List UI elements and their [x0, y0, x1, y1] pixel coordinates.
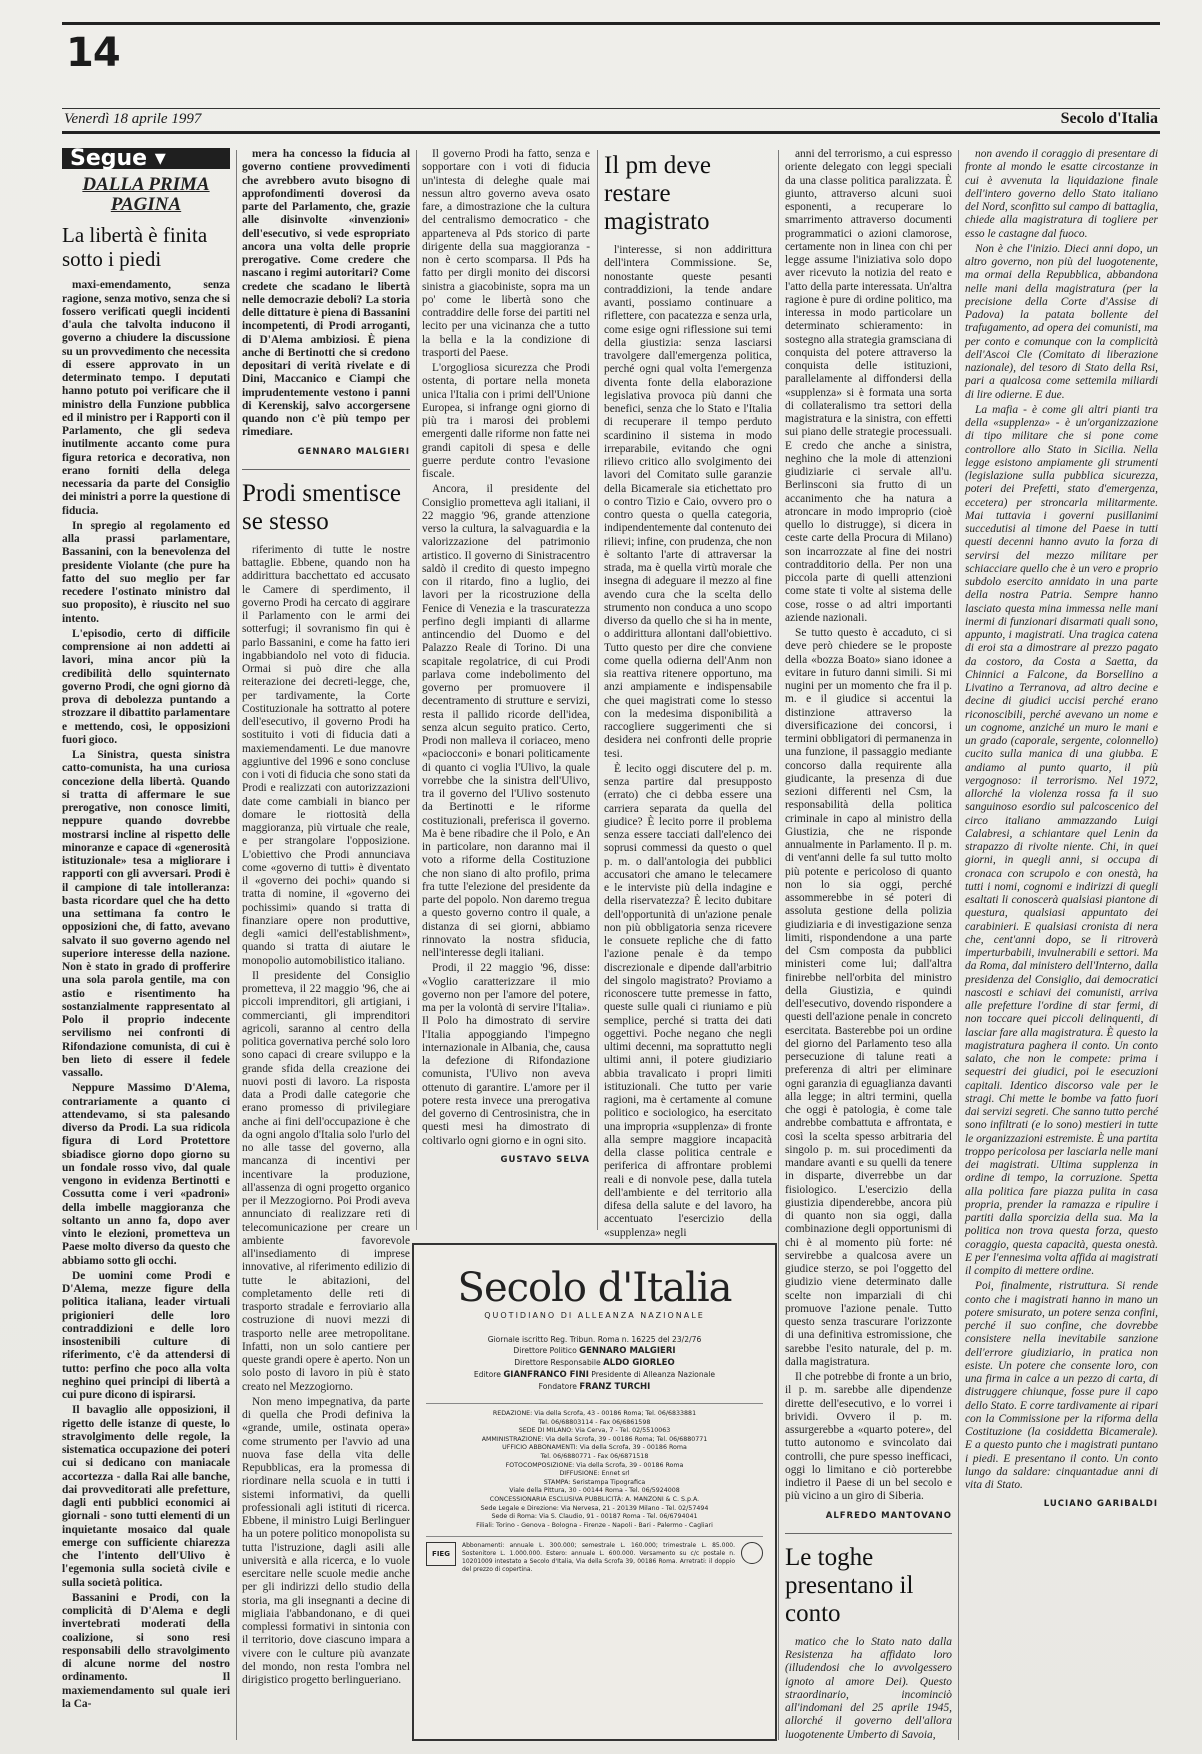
segue-banner: [62, 148, 230, 169]
masthead-detail-line: CONCESSIONARIA ESCLUSIVA PUBBLICITÀ: A. MANZONI & C. S.p.A.: [489, 1495, 700, 1503]
masthead-detail-line: DIFFUSIONE: Ennet srl: [559, 1470, 630, 1478]
paragraph: L'orgogliosa sicurezza che Prodi ostenta, di portare nella moneta unica l'Italia con i primi dell'Unione Europea, si infrange ogni giorno di più tra i marosi dei problemi emergenti dalle riforme non fatte nei grandi capitoli di spesa e delle guerre perdute contro l'evasione fiscale.: [422, 362, 590, 480]
column-1: [62, 148, 230, 1738]
fine-print-text: Abbonamenti: annuale L. 300.000; semestrale L. 160.000; trimestrale L. 85.000. Sostenitore L. 1.000.000. Estero: annuale L. 600.000. Versamento su c/c postale n. 10201009 intestato a Secolo d'Italia, Via della Scrofa 39, 00186 Roma. Arretrati: il doppio del prezzo di copertina.: [462, 1542, 735, 1574]
masthead-small: Secolo d'Italia: [1060, 110, 1158, 127]
paragraph: anni del terrorismo, a cui espresso oriente delegato con leggi speciali da una classe politica paralizzata. È giunto, attraverso alcuni suoi esponenti, a recuperare lo smarrimento attraverso documenti programmatici o azioni clamorose, certamente non in linea con chi per legge assume l'iniziativa solo dopo aver ricevuto la notizia del reato e l'atto della parte interessata. Un'altra ragione è pure di ordine politico, ma interessa in modo particolare un determinato schieramento: in sostegno alla strategia gramsciana di conquista del potere attraverso la conquista delle istituzioni, parallelamente al diffondersi della «supplenza» si è formata una sorta di collateralismo tra settori della magistratura e la sinistra, con effetti sui piano delle strategie processuali. E credo che anche a sinistra, neghino che la mole di attenzioni giudiziarie ci servale all'u. Berlinsconi sia frutto di un accanimento che ha natura a atroncare in modo improprio (cioè quello lo distrugge), si dicera in ceste carte della Procura di Milano) son incarrozzate al fine dei nostri contradditorio della. Per non una piccola parte di quelli attenzioni come state ti volte al sistema delle cose, rosse o ad altri importanti aziende nazionali.: [785, 148, 953, 624]
paragraph: non avendo il coraggio di presentare di fronte al mondo le esatte circostanze in cui è avvenuta la liquidazione finale dell'intero governo dello Stato italiano del Nord, sconfitto sul campo di battaglia, chiede alla magistratura di togliere per esso le castagne dal fuoco.: [965, 148, 1158, 240]
article2-body: [242, 544, 410, 1688]
masthead-detail-line: FOTOCOMPOSIZIONE: Via della Scrofa, 39 - 00186 Roma: [505, 1461, 684, 1469]
masthead-details: [426, 1403, 763, 1530]
paragraph: riferimento di tutte le nostre battaglie. Ebbene, quando non ha addirittura bacchettato ed accusato le Camere di sperdimento, il governo Prodi ha cercato di aggirare il Parlamento con le armi dei sotterfugi; il sovranismo fin qui è parlo Bassanini, e come ha fatto ieri ingabbiandolo nel voto di fiducia. Ormai si può dire che alla reiterazione dei decreti-legge, che, per tardivamente, la Corte Costituzionale ha sottratto al potere dell'esecutivo, il governo Prodi ha sostituito i voti di fiducia dati a maxiemendamenti. Le due manovre aggiuntive del 1996 e sono concluse con i voti di fiducia che sono stati da Prodi e realizzati con autorizzazioni date come cambiali in bianco per domare le riottosità della maggioranza, più virtuale che reale, e per strangolare l'opposizione. L'obiettivo che Prodi annunciava come «governo di tutti» è diventato il «governo dei pochi» quando si tratta di nomine, il «governo dei pochissimi» quando si tratta di finanziare opere non produttive, degli «amici dell'establishment», quando si tratta di aiutare le monopolio automobilistico italiano.: [242, 543, 410, 967]
editor-line: Direttore Responsabile ALDO GIORLEO: [514, 1358, 675, 1368]
article4-title: Il pm deve restare magistrato: [604, 152, 711, 235]
paragraph: l'interesse, si non addirittura dell'intera Commissione. Se, nonostante queste pesanti contraddizioni, la tende andare avanti, possiamo continuare a riflettere, con pacatezza e senza urla, come esige ogni riflessione sui temi della giustizia: senza lasciarsi travolgere dall'emergenza politica, perché ogni qual volta l'emergenza diventa fonte della elaborazione legislativa provoca più danni che benefici, senza che lo Stato e l'Italia di recuperare il tempo perduto scardinino il sistema in modo irreparabile, evitando che ogni rilievo critico allo svolgimento dei lavori del Comitato sulle garanzie della Bicamerale sia etichettato pro o contro Tizio e Caio, ovvero pro o contro questa o quella categoria, indipendentemente dal contenuto dei rilievi; infine, con prudenza, che non è soltanto l'arte di attraversar la strada, ma è quella virtù morale che insegna di adeguare il mezzo al fine avendo cura che la scelta dello strumento non conduca a uno scopo diverso da quello che si ha in mente, o addirittura allontani dall'obiettivo. Tutto questo per dire che conviene come quella odierna dell'Anm non sia reattiva ritenere opportuno, ma anzi ampiamente e indispensabile che quei magistrati come lo stesso con la medesima disponibilità a raccogliere suggerimenti che si desidera nei confronti delle proprie tesi.: [604, 244, 772, 760]
paragraph: È lecito oggi discutere del p. m. senza partire dal presupposto (errato) che ci debba essere una carriera separata da quella del giudice? È lecito porre il problema senza essere tacciati dall'elenco dei soprusi commessi da questo o quel p. m. o dall'antologia dei pubblici accusatori che amano le telecamere e le interviste più della indagine e della riservatezza? È lecito dubitare dell'opportunità di un'azione penale non più obbligatoria senza ricevere le consuete repliche che di fatto l'azione penale è da tempo discrezionale e dipende dall'arbitrio del singolo magistrato? Proviamo a riconoscere tutte premesse in fatto, queste sulle quali ci riuniamo e più semplice, perché si tratta dei dati oggettivi. Poche negano che negli ultimi decenni, ma soprattutto negli ultimi anni, il potere giudiziario abbia travalicato i propri limiti istituzionali. Che tutto per varie ragioni, ma è certamente al comune politico e sociologico, ha esercitato una impropria «supplenza» di fronte alla sempre maggiore incapacità della classe politica centrale e periferica di affrontare problemi reali e di nonvole pese, dalla tutela dell'ambiente e del territorio alla difesa della salute e del lavoro, ha accentuato l'esercizio della «supplenza» negli: [604, 762, 772, 1239]
masthead-detail-line: Sede di Roma: Via S. Claudio, 91 - 00187 Roma - Tel. 06/6794041: [491, 1513, 698, 1521]
column-divider: [778, 150, 779, 1740]
segue-subtitle: DALLA PRIMA PAGINA: [82, 174, 210, 216]
article4-body: [604, 244, 772, 1240]
masthead-detail-line: UFFICIO ABBONAMENTI: Via della Scrofa, 39 - 00186 Roma: [502, 1444, 687, 1452]
article3-byline: GUSTAVO SELVA: [500, 1154, 590, 1165]
column-divider: [597, 150, 598, 1230]
founder-name: FRANZ TURCHI: [579, 1382, 651, 1392]
article7-body: [785, 1636, 952, 1742]
masthead-box: [412, 1243, 777, 1741]
editor-name: ALDO GIORLEO: [603, 1358, 675, 1368]
article6-byline: LUCIANO GARIBALDI: [1043, 1499, 1158, 1510]
publisher-line: Editore GIANFRANCO FINI Presidente di Alleanza Nazionale: [473, 1370, 716, 1380]
article3-body: [422, 148, 590, 1148]
masthead-detail-line: Sede Legale e Direzione: Via Nervesa, 21 - 20139 Milano - Tel. 02/57494: [480, 1504, 709, 1512]
publisher-name: GIANFRANCO FINI: [503, 1370, 589, 1380]
paragraph: Il bavaglio alle opposizioni, il rigetto delle istanze di queste, lo stravolgimento delle regole, la sistematica occupazione dei poteri cui si dedicano con maniacale accortezza - dalla Rai alle banche, dai provveditorati alle prefetture, dagli enti pubblici economici ai giornali - sono tutti elementi di un inquietante mosaico dal quale emerge con sufficiente chiarezza che l'intento dell'Ulivo è l'egemonia sulla società civile e sulla società politica.: [62, 1404, 230, 1589]
paragraph: Se tutto questo è accaduto, ci si deve però chiedere se le proposte della «bozza Boato» siano idonee a evitare in futuro danni simili. Si mi nugini per un momento che fra il p. m. e il giudice si accentui la distinzione attraverso la diversificazione dei concorsi, i termini obbligatori di permanenza in una funzione, il passaggio mediante concorso dalla requirente alla giudicante, la presenza di due sezioni differenti nel Csm, la responsabilità della politica criminale in capo al ministro della Giustizia, che ne risponde annualmente in Parlamento. Il p. m. di vent'anni delle fa sul tutto molto più potente e pericoloso di quanto non lo sia oggi, perché assommerebbe in sé poteri di assoluta gestione della polizia giudiziaria e di investigazione senza limiti, rispondendone a una parte del Csm composta da pubblici ministeri come lui; dall'altra finirebbe nell'orbita del ministro della Giustizia, e quindi dell'esecutivo, dovendo rispondere a questi dell'azione penale in concreto esercitata. Basterebbe poi un ordine del giorno del Parlamento teso alla persecuzione di talune reati a preferenza di altri per eliminare ogni garanzia di eguaglianza davanti alla legge; in altri termini, quella che oggi è patologia, è come tale andrebbe combattuta e affrontata, e così la scelta spesso arbitraria del singolo p. m. sui procedimenti da mandare avanti e su quelli da tenere in disparte, diverrebbe un dar fisiologico. L'esercizio della giustizia dipenderebbe, ancora più di quanto non sia oggi, dalla combinazione degli opportunismi di chi è al momento più forte: né servirebbe a qualcosa avere un giudice sterzo, se poi l'oggetto del giudizio viene determinato dalle scelte non imparziali di chi promuove l'azione penale. Tutto questo senza trascurare l'orizzonte di una definitiva estromissione, che sarebbe l'esito naturale, del p. m. dalla magistratura.: [785, 627, 953, 1368]
article1-body: [62, 279, 230, 1711]
issue-date: Venerdì 18 aprile 1997: [64, 111, 202, 127]
paragraph: matico che lo Stato nato dalla Resistenza ha affidato loro (illudendosi che lo avvolgessero ignoto al amore Dei). Questo straordinario, incominciò all'indomani del 25 aprile 1945, allorché il governo dell'allora luogotenente Umberto di Savoia,: [785, 1635, 952, 1741]
director-name: GENNARO MALGIERI: [579, 1346, 676, 1356]
paragraph: Il governo Prodi ha fatto, senza e sopportare con i voti di fiducia un'intesta di deleghe quale mai nessun altro governo aveva osato fare, a dimostrazione che la cultura del centralismo democratico - che apparteneva al Pds storico di parte dirigente della sua maggioranza - non è certo scomparsa. Il Pds ha fatto per dirgli monito dei discorsi sinistra a giacobiniste, sopra ma un po' come le libertà sono che contraddire delle forse dei partiti nel lecito per una vicinanza che a tutto la bella e la la condizione di trasporti del Paese.: [422, 148, 590, 359]
masthead-detail-line: REDAZIONE: Via della Scrofa, 43 - 00186 Roma; Tel. 06/6833881: [492, 1410, 697, 1417]
paragraph: Il che potrebbe di fronte a un brio, il p. m. sarebbe alle dipendenze dirette dell'esecutivo, e lo vorrei i brividi. Ovvero il p. m. assurgerebbe a «quarto potere», del tutto autonomo e svincolato dai controlli, che pure spesso inefficaci, oggi lo limitano e ciò porterebbe indietro il Paese di un bel secolo e più vicino a un giro di Siberia.: [785, 1371, 952, 1503]
triangle-down-icon: ▾: [154, 146, 166, 171]
column-divider: [958, 150, 959, 1740]
segue-label: Segue: [70, 146, 148, 171]
paragraph: Il presidente del Consiglio prometteva, il 22 maggio '96, che ai piccoli imprenditori, gli artigiani, i commercianti, gli imprenditori agricoli, saranno al centro della politica governativa perché solo loro sono capaci di creare sviluppo e la grande sfida della creazione dei nuovi posti di lavoro. La risposta data a Prodi dalle categorie che erano promesso di privilegiare anche ai fini dell'occupazione è che da ogni angolo d'Italia solo l'urlo del no alle tasse del governo, alla mancanza di incentivi per incentivare la produzione, all'assenza di ogni progetto organico per il Mezzogiorno. Poi Prodi aveva annunciato di realizzare reti di telecomunicazione per creare un ambiente favorevole all'insediamento di imprese innovative, al riferimento edilizio di tutte le abitazioni, del completamento delle reti di trasporto stradale e ferroviario alla costruzione di nuovi mezzi di trasporto nelle aree metropolitane. Infatti, non un solo cantiere per queste grandi opere è aperto. Non un solo posto di lavoro in più è stato creato nel Mezzogiorno.: [242, 969, 410, 1393]
paragraph: maxi-emendamento, senza ragione, senza motivo, senza che si fossero verificati quegli incidenti d'aula che talvolta inducono il governo a chiudere la discussione su un provvedimento che necessita di essere approvato in un determinato tempo. I deputati hanno potuto poi verificare che il ministro della Funzione pubblica ed il ministro per i Rapporti con il Parlamento, che gli sedeva inutilmente accanto come pura figura retorica e decorativa, non erano forniti della delega necessaria da parte del Consiglio dei ministri a porre la questione di fiducia.: [62, 279, 230, 517]
masthead-detail-line: AMMINISTRAZIONE: Via della Scrofa, 39 - 00186 Roma; Tel. 06/6880771: [481, 1435, 708, 1443]
column-4: [604, 148, 772, 1239]
masthead-detail-line: Tel. 06/6880771 - Fax 06/6871518: [540, 1452, 649, 1460]
masthead-detail-line: Filiali: Torino - Genova - Bologna - Firenze - Napoli - Bari - Palermo - Cagliari: [476, 1521, 713, 1529]
divider: [242, 469, 410, 470]
registration: Giornale iscritto Reg. Tribun. Roma n. 16225 del 23/2/76: [487, 1335, 702, 1344]
article1-byline: GENNARO MALGIERI: [297, 446, 410, 457]
column-2: [242, 148, 410, 1738]
paragraph: Non è che l'inizio. Dieci anni dopo, un altro governo, non più del luogotenente, ma ormai della Repubblica, abbandona nelle mani della magistratura (per la precisione della Corte d'Assise di Padova) la patata bollente del trafugamento, ad opera dei comunisti, ma per conto e comunque con la complicità dell'Ascoi Cle (Comitato di liberazione nazionale), del tesoro di Stato della Rsi, pari a qualcosa come settemila miliardi di lire odierne. E due.: [965, 242, 1158, 401]
masthead-detail-line: Tel. 06/68803114 - Fax 06/6861598: [538, 1418, 651, 1426]
column-3: [422, 148, 590, 1223]
article5-body: [785, 148, 952, 1504]
article2-title: Prodi smentisce se stesso: [242, 479, 402, 535]
paragraph: Prodi, il 22 maggio '96, disse: «Voglio caratterizzare il mio governo non per l'amore del potere, ma per la volontà di servire l'Italia». Il Polo ha dimostrato di servire l'Italia appoggiando l'impegno internazionale in Albania, che, causa la defezione di Rifondazione comunista, l'Ulivo non aveva ottenuto di garantire. L'amore per il potere resta invece una prerogativa del governo di Centrosinistra, che in questi mesi ha dimostrato di coltivarlo ogni giorno e in ogni sito.: [422, 962, 590, 1147]
paragraph: Non meno impegnativa, da parte di quella che Prodi definiva la «grande, umile, ostinata opera» come strumento per l'avvio ad una nuova fase della vita delle Repubblicas, era la promessa di riordinare nella scuola e in tutti i sistemi informativi, da quelli professionali agli istituti di ricerca. Ebbene, il ministro Luigi Berlinguer ha un potere politico monopolista su tutta l'istruzione, dagli asili alle università e alla ricerca, e lo vuole esercitare nelle scuole medie anche per gli indirizzi dello studio della storia, ma gli insegnanti a decine di migliaia l'abbandonano, e di quei complessi formativi in sintonia con il territorio, dove ciascuno impara a vivere con le culture più avanzate del mondo, non resta l'ombra nel dirigistico progetto berlingueriano.: [242, 1395, 410, 1686]
paragraph: Bassanini e Prodi, con la complicità di D'Alema e degli invertebrati moderati della coalizione, si sono resi responsabili dello stravolgimento di alcune norme del nostro ordinamento. Il maxiemendamento sul quale ieri la Ca-: [62, 1591, 230, 1710]
masthead-logo: Secolo d'Italia: [457, 1265, 732, 1311]
column-divider: [236, 150, 237, 1740]
paragraph: L'episodio, certo di difficile comprensione ai non addetti ai lavori, mina ancor più la credibilità dello squinternato governo Prodi, che ogni giorno dà prova di debolezza puntando a strozzare il dibattito parlamentare e mettendo, così, le opposizioni fuori gioco.: [62, 627, 230, 746]
paragraph: mera ha concesso la fiducia al governo contiene provvedimenti che avrebbero avuto bisogno di approfondimenti doverosi da parte del Parlamento, che, grazie alle disinvolte «invenzioni» dell'esecutivo, si vede espropriato ancora una volta delle proprie prerogative. Come credere che nascano i regimi autoritari? Come credete che scadano le libertà nelle democrazie deboli? La storia delle dittature è piena di Bassanini incompetenti, di Prodi arroganti, di D'Alema ambiziosi. È piena anche di Bertinotti che si credono depositari di verità rivelate e di Dini, Maccanico e Ciampi che imprudentemente vestono i panni di Kerenskij, salvo accorgersene quando non c'è più tempo per rimediare.: [242, 148, 410, 439]
paragraph: In spregio al regolamento ed alla prassi parlamentare, Bassanini, con la benevolenza del presidente Violante (che pure ha fatto del suo meglio per far recedere l'ostinato ministro dal suo proposito), è riuscito nel suo intento.: [62, 519, 230, 625]
article7-title: Le toghe presentano il conto: [785, 1543, 914, 1627]
masthead-detail-line: STAMPA: Seristampa Tipografica: [543, 1478, 646, 1486]
paragraph: Poi, finalmente, ristruttura. Si rende conto che i magistrati hanno in mano un potere smisurato, un potere senza confini, perché il suo confine, che dovrebbe consistere nella inevitabile sanzione dell'errore giudiziario, in pratica non esiste. Un potere che consente loro, con una firma in calce a un pezzo di carta, di distruggere chiunque, fosse pure il capo dello Stato. E corre tardivamente ai ripari con la Commissione per la riforma della Costituzione (la cosiddetta Bicamerale). E a questo punto che i magistrati puntano i piedi. E presentano il conto. Un conto lungo da saldare: cinquantadue anni di vita di Stato.: [965, 1280, 1158, 1491]
article1-continuation: [242, 148, 410, 440]
fieg-logo: FIEG: [426, 1542, 456, 1566]
article6-body: [965, 148, 1158, 1492]
paragraph: Ancora, il presidente del Consiglio prometteva agli italiani, il 22 maggio '96, grande attenzione verso la cultura, la salvaguardia e la valorizzazione del patrimonio artistico. Il governo di Sinistracentro saldò il credito di questo impegno con il ritardo, fino a luglio, dei lavori per la ricostruzione della Fenice di Venezia e la trascuratezza perfino degli impianti di allarme antincendio del Duomo e del Palazzo Reale di Torino. Di una scapitale regolatrice, di cui Prodi parlava come indebolimento del governo per promuovere il decentramento di strutture e servizi, resta il pallido ricorde dell'idea, senza alcun seguito pratico. Certo, Prodi non malleva il coriaceo, meno «paciocconi» e bonari politicamente di quanto ci voglia l'Ulivo, la quale vorrebbe che la sinistra dell'Ulivo, tra il governo del l'Ulivo sostenuto da Bertinotti e le riforme costituzionali, preferisca il governo. Ma è bene ribadire che il Polo, e An in particolare, non daranno mai il voto a riforme della Costituzione che non siano di alto profilo, prima fra tutte l'elezione del presidente da parte del popolo. Non daremo tregua a questo governo contro il quale, a distanza di sei giorni, abbiamo rinnovato la nostra sfiducia, nell'interesse degli italiani.: [422, 483, 590, 959]
paragraph: De uomini come Prodi e D'Alema, mezze figure della politica italiana, leader virtuali prigionieri delle loro contraddizioni e delle loro insostenibili culture di riferimento, c'è da attendersi di tutto: perfino che poco alla volta neghino quei principi di libertà a cui pure dicono di ispirarsi.: [62, 1269, 230, 1401]
column-5: [785, 148, 953, 1741]
paragraph: Neppure Massimo D'Alema, contrariamente a quanto ci attendevamo, si sta palesando diverso da Prodi. La sua ridicola figura di Lord Protettore sbiadisce giorno dopo giorno su un fondale rosso vivo, dal quale vengono in evidenza Bertinotti e Cossutta come i veri «padroni» della imbelle maggioranza che soltanto un anno fa, dopo aver vinto le elezioni, prometteva un Paese molto diverso da questo che abbiamo sotto gli occhi.: [62, 1082, 230, 1267]
masthead-subtitle: QUOTIDIANO DI ALLEANZA NAZIONALE: [484, 1311, 705, 1320]
article1-title: La libertà è finita sotto i piedi: [62, 223, 208, 272]
seal-icon: [741, 1542, 763, 1564]
paragraph: La mafia - è come gli altri pianti tra della «supplenza» - è un'organizzazione di tipo militare che si pone come controllore allo Stato in Sicilia. Nella legge esistono ampiamente gli strumenti (legislazione sulla pubblica sicurezza, poteri dei Prefetti, stato d'emergenza, eccetera) per stroncarla militarmente. Mai tuttavia i governi pusillanimi succedutisi al timone del Paese in tutti questi decenni hanno avuto la forza di servirsi del mezzo militare per schiacciare quello che è un vero e proprio subdolo esercito annidato in una parte della nostra Patria. Sempre hanno lasciato questa mina immessa nelle mani inermi di funzionari disarmati quali sono, appunto, i magistrati. Una tragica catena di eroi sta a dimostrare al prezzo pagato da costoro, da Costa a Saetta, da Chinnici a Falcone, da Borsellino a Livatino a Terranova, ad altro decine e decine di giudici uccisi perché erano riconoscibili, perché avevano un nome e un cognome, anziché un muro le mani e un grado (caporale, sergente, colonnello) cucito sulla manica di una giubba. E andiamo al punto quarto, il più vergognoso: il terrorismo. Nel 1972, allorché la violenza rossa fa il suo sanguinoso esordio sul palcoscenico del circo italiano ammazzando Luigi Calabresi, a schiantare quel Lenin da strapazzo di rivolte niente. Chi, in quei giorni, in quegli anni, si occupa di cronaca con scrupolo e con onestà, ha tutti i nomi, cognomi e indirizzi di quegli esaltati li conoscerà qualsiasi piantone di questura, qualsiasi appuntato dei carabinieri. E qualsiasi cronista di nera che, cent'anni dopo, se li ritroverà imperturbabili, invulnerabili e settori. Ma da Roma, dal ministero dell'Interno, dalla presidenza del Consiglio, dai democratici nascosti e schiavi dei comunisti, arriva alle prefetture l'ordine di star fermi, di non toccare quei piccoli delinquenti, di lasciar fare alla magistratura. È questo la magistratura paghera il conto. Un conto salato, che non le compete: prima i sequestri dei giudici, poi le esecuzioni capitali. Identico discorso vale per le stragi. Chi mette le bombe va fatto fuori dai servizi segreti. Che sanno tutto perché sono infiltrati (e lo sono) mestieri in tutte le organizzazioni estremiste. È una partita troppo pericolosa per lasciarla nelle mani dei magistrati. Ultima supplenza in ordine di tempo, la corruzione. Spetta alla politica fare piazza pulita in casa propria, prender la ramazza e ripulire i partiti dalla sporcizia della sua. Ma la politica non trova questa forza, questo coraggio, questa capacità, questa onestà. E per l'ennesima volta affida ai magistrati il compito di mettere ordine.: [965, 403, 1158, 1277]
column-6: [965, 148, 1158, 1738]
date-bar: [62, 108, 1160, 134]
fine-print: [426, 1536, 763, 1574]
director-line: Direttore Politico GENNARO MALGIERI: [513, 1346, 676, 1356]
page-number: 14: [66, 30, 120, 76]
paragraph: La Sinistra, questa sinistra catto-comunista, ha una curiosa concezione della libertà. Quando si tratta di affermare le sue prerogative, non conosce limiti, neppure quando dovrebbe mostrarsi incline al rispetto delle minoranze e capace di «generosità istituzionale» tesa a migliorare i rapporti con gli avversari. Prodi è il campione di tale intolleranza: basta ricordare quel che ha detto una settimana fa contro le opposizioni che, di fatto, avevano salvato il suo governo agendo nel superiore interesse della nazione. Non è stato in grado di profferire una sola parola gentile, ma con astio e risentimento ha sostanzialmente rappresentato al Polo il proprio indecente servilismo nei confronti di Rifondazione comunista, di cui è ben lieto di essere il fedele vassallo.: [62, 749, 230, 1079]
founder-line: Fondatore FRANZ TURCHI: [538, 1382, 651, 1392]
masthead-detail-line: Viale della Pittura, 30 - 00144 Roma - Tel. 06/5924008: [509, 1487, 680, 1495]
column-divider: [416, 150, 417, 1230]
top-rule: [62, 22, 1160, 25]
divider: [785, 1533, 952, 1534]
masthead-detail-line: SEDE DI MILANO: Via Cerva, 7 - Tel. 02/5510063: [518, 1427, 671, 1435]
article5-byline: ALFREDO MANTOVANO: [825, 1510, 952, 1521]
